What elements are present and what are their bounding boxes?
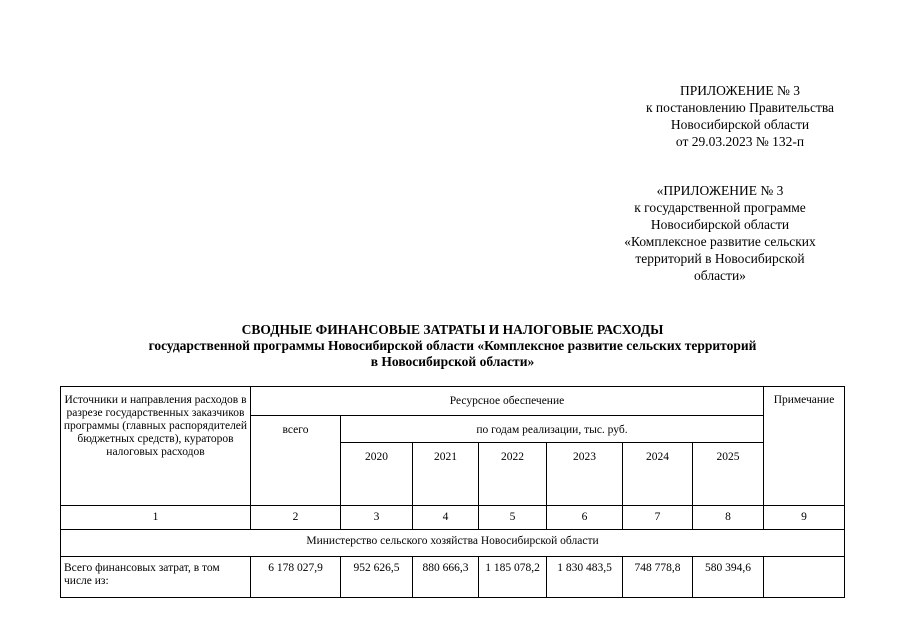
header-year-cell: 2020 <box>341 443 413 506</box>
annex-program-line: области» <box>694 268 746 283</box>
annex-decree-line: от 29.03.2023 № 132-п <box>675 134 805 149</box>
annex-program-header <box>580 182 860 284</box>
annex-decree-header <box>600 82 880 150</box>
ministry-cell: Министерство сельского хозяйства Новосибирской области <box>61 530 845 557</box>
header-year-cell: 2024 <box>623 443 693 506</box>
annex-program-line: Новосибирской области <box>650 217 790 232</box>
annex-program-line: «Комплексное развитие сельских <box>624 234 816 249</box>
row-total-cell: 6 178 027,9 <box>251 557 341 598</box>
header-year-cell: 2022 <box>479 443 547 506</box>
row-year-value-cell: 748 778,8 <box>623 557 693 598</box>
column-number-cell: 6 <box>547 506 623 530</box>
row-note-cell <box>764 557 845 598</box>
column-number-cell: 8 <box>693 506 764 530</box>
column-number-cell: 5 <box>479 506 547 530</box>
column-number-cell: 4 <box>413 506 479 530</box>
header-year-cell: 2023 <box>547 443 623 506</box>
row-label-cell: Всего финансовых затрат, в том числе из: <box>61 557 251 598</box>
table-row <box>61 557 845 598</box>
title-line-1: СВОДНЫЕ ФИНАНСОВЫЕ ЗАТРАТЫ И НАЛОГОВЫЕ РАСХОДЫ <box>241 322 664 337</box>
header-resources-cell: Ресурсное обеспечение <box>251 387 764 416</box>
row-year-value-cell: 1 185 078,2 <box>479 557 547 598</box>
row-year-value-cell: 580 394,6 <box>693 557 764 598</box>
header-row-1 <box>61 387 845 416</box>
row-year-value-cell: 952 626,5 <box>341 557 413 598</box>
column-number-cell: 1 <box>61 506 251 530</box>
header-note-cell: Примечание <box>764 387 845 506</box>
annex-program-line: территорий в Новосибирской <box>635 251 805 266</box>
annex-decree-line: к постановлению Правительства <box>645 100 835 115</box>
column-number-cell: 3 <box>341 506 413 530</box>
ministry-row <box>61 530 845 557</box>
column-number-row <box>61 506 845 530</box>
header-source-cell: Источники и направления расходов в разрезе государственных заказчиков программы (главных распорядителей бюджетных средств), кураторов налоговых расходов <box>61 387 251 506</box>
title-line-3: в Новосибирской области» <box>370 354 535 369</box>
annex-program-line: «ПРИЛОЖЕНИЕ № 3 <box>656 183 784 198</box>
header-total-cell: всего <box>251 416 341 506</box>
header-by-years-cell: по годам реализации, тыс. руб. <box>341 416 764 443</box>
financial-table <box>60 386 845 598</box>
annex-program-line: к государственной программе <box>634 200 806 215</box>
title-line-2: государственной программы Новосибирской области «Комплексное развитие сельских территорий <box>148 338 757 353</box>
column-number-cell: 9 <box>764 506 845 530</box>
column-number-cell: 2 <box>251 506 341 530</box>
row-year-value-cell: 1 830 483,5 <box>547 557 623 598</box>
header-year-cell: 2025 <box>693 443 764 506</box>
document-title <box>60 322 845 370</box>
annex-decree-line: ПРИЛОЖЕНИЕ № 3 <box>679 83 801 98</box>
row-year-value-cell: 880 666,3 <box>413 557 479 598</box>
column-number-cell: 7 <box>623 506 693 530</box>
annex-decree-line: Новосибирской области <box>670 117 810 132</box>
header-year-cell: 2021 <box>413 443 479 506</box>
